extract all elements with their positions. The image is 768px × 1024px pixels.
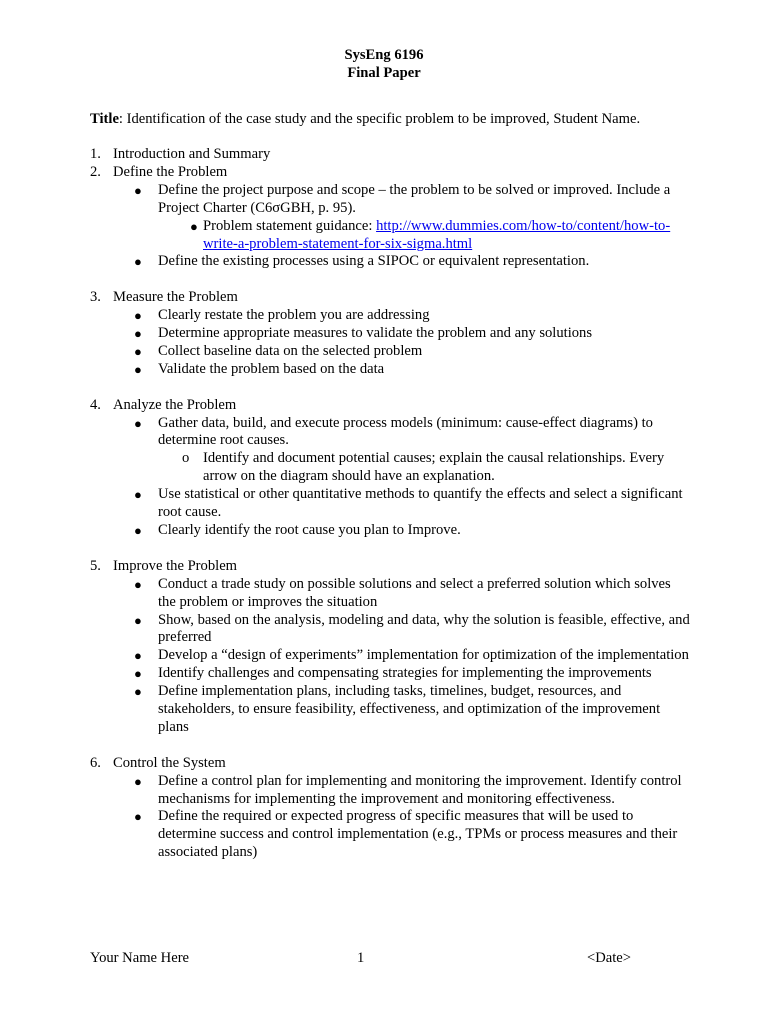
list-item [90,415,690,451]
document-header [0,47,768,83]
bullet-dot-icon: ● [134,666,142,682]
section-improve [90,558,690,737]
list-item [90,576,690,612]
section-heading: Define the Problem [113,163,228,180]
section-number: 3. [90,289,101,306]
bullet-dot-icon: ● [134,523,142,538]
list-item [90,522,690,540]
section-define [90,164,690,271]
section-measure [90,289,690,379]
section-heading-row [90,164,690,182]
list-item [90,218,690,254]
section-heading-row [90,289,690,307]
bullet-dot-icon: ● [134,361,142,377]
list-item-text: Clearly restate the problem you are addressing [158,307,430,324]
bullet-dot-icon: ● [134,343,142,359]
list-item [90,307,690,325]
list-item [90,486,690,522]
bullet-dot-icon: ● [134,308,142,324]
section-number: 2. [90,163,101,180]
section-heading: Introduction and Summary [113,146,271,162]
section-number: 5. [90,557,101,574]
title-instruction [90,111,710,129]
list-item-text: Gather data, build, and execute process models (minimum: cause-effect diagrams) to determine root causes. [158,414,653,449]
list-item-text: Clearly identify the root cause you plan to Improve. [158,522,461,538]
course-code: SysEng 6196 [344,47,424,63]
list-item-text: Identify and document potential causes; explain the causal relationships. Every arrow on the diagram should have an explanation. [203,450,665,485]
list-item-text: Define the required or expected progress of specific measures that will be used to determine success and control implementation (e.g., TPMs or process measures and their associated plans) [158,808,678,861]
list-item [90,182,690,218]
bullet-dot-icon: ● [134,648,142,664]
bullet-dot-icon: ● [190,218,198,234]
document-title: Final Paper [347,65,421,81]
list-item [90,647,690,665]
section-number: 4. [90,396,101,413]
page-number: 1 [357,950,365,966]
list-item-text: Determine appropriate measures to validate the problem and any solutions [158,325,593,342]
section-introduction [90,146,690,164]
list-item [90,808,690,862]
section-heading: Measure the Problem [113,289,238,306]
bullet-dot-icon: ● [134,773,142,789]
section-heading: Control the System [113,754,226,771]
list-item-text: Define the existing processes using a SIPOC or equivalent representation. [158,253,590,270]
list-item [90,325,690,343]
section-heading: Analyze the Problem [113,396,237,413]
list-item-label: Problem statement guidance: [203,217,377,234]
bullet-dot-icon: ● [134,254,142,270]
bullet-dot-icon: ● [134,576,142,592]
section-control [90,755,690,862]
section-number: 6. [90,754,101,771]
list-item-text: Develop a “design of experiments” implementation for optimization of the implementation [158,647,689,664]
footer-name: Your Name Here [90,950,190,966]
list-item-text: Conduct a trade study on possible solutions and select a preferred solution which solves the problem or improves the situation [158,575,671,610]
section-heading-row [90,558,690,576]
list-item-text: Define the project purpose and scope – the problem to be solved or improved. Include a Project Charter (C6σGBH, p. 95). [158,181,671,216]
bullet-dot-icon: ● [134,809,142,825]
page-footer [90,950,768,968]
list-item [90,683,690,737]
list-item-text: Show, based on the analysis, modeling and data, why the solution is feasible, effective, and preferred [158,611,690,646]
section-analyze [90,397,690,540]
list-item [90,612,690,648]
bullet-dot-icon: ● [134,684,142,700]
bullet-dot-icon: ● [134,415,142,431]
list-item [90,773,690,809]
list-item-text: Validate the problem based on the data [158,360,385,377]
bullet-dot-icon: ● [134,612,142,628]
list-item [90,361,690,379]
section-number: 1. [90,146,101,162]
title-label: Title [90,111,119,127]
bullet-dot-icon: ● [134,326,142,342]
problem-statement-link[interactable]: http://www.dummies.com/how-to/content/how-to-write-a-problem-statement-for-six-sigma.html [203,217,671,252]
list-item [90,665,690,683]
list-item-text: Define implementation plans, including tasks, timelines, budget, resources, and stakeholders, to ensure feasibility, effectiveness, and optimization of the improvement plans [158,683,661,735]
section-heading-row [90,755,690,773]
section-heading-row [90,397,690,415]
section-heading: Improve the Problem [113,557,238,574]
list-item-text: Identify challenges and compensating strategies for implementing the improvements [158,665,652,682]
list-item-text: Collect baseline data on the selected problem [158,342,423,359]
list-item-text: Use statistical or other quantitative methods to quantify the effects and select a significant root cause. [158,486,683,521]
list-item-text: Define a control plan for implementing and monitoring the improvement. Identify control mechanisms for implementing the improvement and monitoring effectiveness. [158,772,682,807]
bullet-dot-icon: ● [134,182,142,198]
outline-list [90,146,690,862]
bullet-o-icon: o [182,450,190,467]
list-item [90,450,690,486]
list-item [90,253,690,271]
section-heading-row [90,146,690,164]
list-item [90,343,690,361]
title-text: : Identification of the case study and the specific problem to be improved, Student Name. [118,111,641,127]
footer-date: <Date> [587,950,632,966]
bullet-dot-icon: ● [134,487,142,503]
